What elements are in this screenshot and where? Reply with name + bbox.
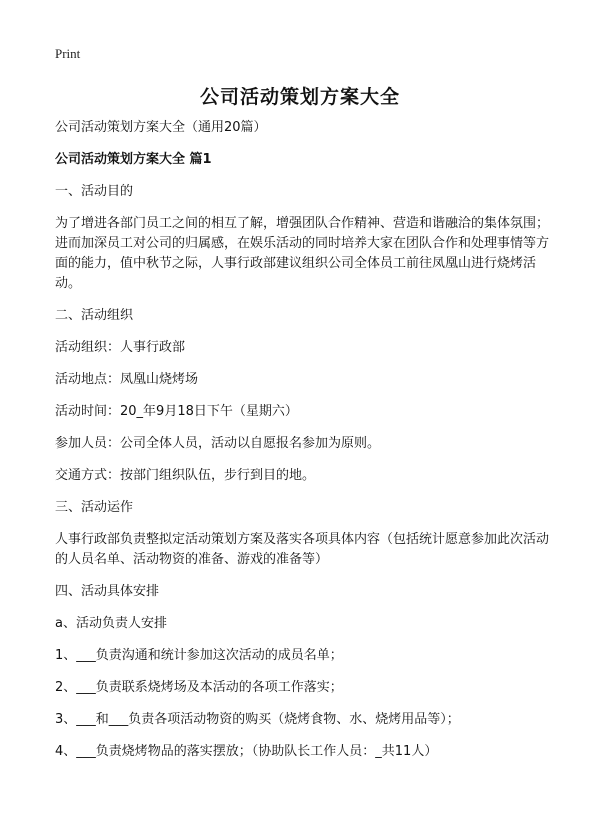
line-time: 活动时间：20_年9月18日下午（星期六） bbox=[55, 404, 298, 419]
line-transport: 交通方式：按部门组织队伍，步行到目的地。 bbox=[55, 468, 316, 483]
paragraph-purpose: 为了增进各部门员工之间的相互了解，增强团队合作精神、营造和谐融洽的集体氛围；进而加深员工对公司的归属感，在娱乐活动的同时培养大家在团队合作和处理事情等方面的能力，值中秋节之际，人事行政部建议组织公司全体员工前往凤凰山进行烧烤活动。 bbox=[55, 216, 550, 291]
line-participants: 参加人员：公司全体人员，活动以自愿报名参加为原则。 bbox=[55, 436, 381, 451]
document-subtitle: 公司活动策划方案大全（通用20篇） bbox=[55, 120, 267, 135]
list-item-3: 3、___和___负责各项活动物资的购买（烧烤食物、水、烧烤用品等）； bbox=[55, 712, 460, 727]
line-location: 活动地点：凤凰山烧烤场 bbox=[55, 372, 199, 387]
subheading-responsible: a、活动负责人安排 bbox=[55, 616, 167, 631]
list-item-2: 2、___负责联系烧烤场及本活动的各项工作落实； bbox=[55, 680, 343, 695]
section-heading-purpose: 一、活动目的 bbox=[55, 184, 134, 199]
list-item-1: 1、___负责沟通和统计参加这次活动的成员名单； bbox=[55, 648, 343, 663]
list-item-4: 4、___负责烧烤物品的落实摆放；（协助队长工作人员：_共11人） bbox=[55, 744, 438, 759]
print-label: Print bbox=[55, 46, 81, 61]
paragraph-operation: 人事行政部负责整拟定活动策划方案及落实各项具体内容（包括统计愿意参加此次活动的人员名单、活动物资的准备、游戏的准备等） bbox=[55, 532, 550, 567]
section-heading-schedule: 四、活动具体安排 bbox=[55, 584, 160, 599]
line-organizer: 活动组织：人事行政部 bbox=[55, 340, 186, 355]
document-body bbox=[55, 118, 555, 774]
page-title: 公司活动策划方案大全 bbox=[199, 86, 400, 108]
section-heading-organization: 二、活动组织 bbox=[55, 308, 134, 323]
section-heading-operation: 三、活动运作 bbox=[55, 500, 134, 515]
article-title: 公司活动策划方案大全 篇1 bbox=[55, 152, 212, 167]
